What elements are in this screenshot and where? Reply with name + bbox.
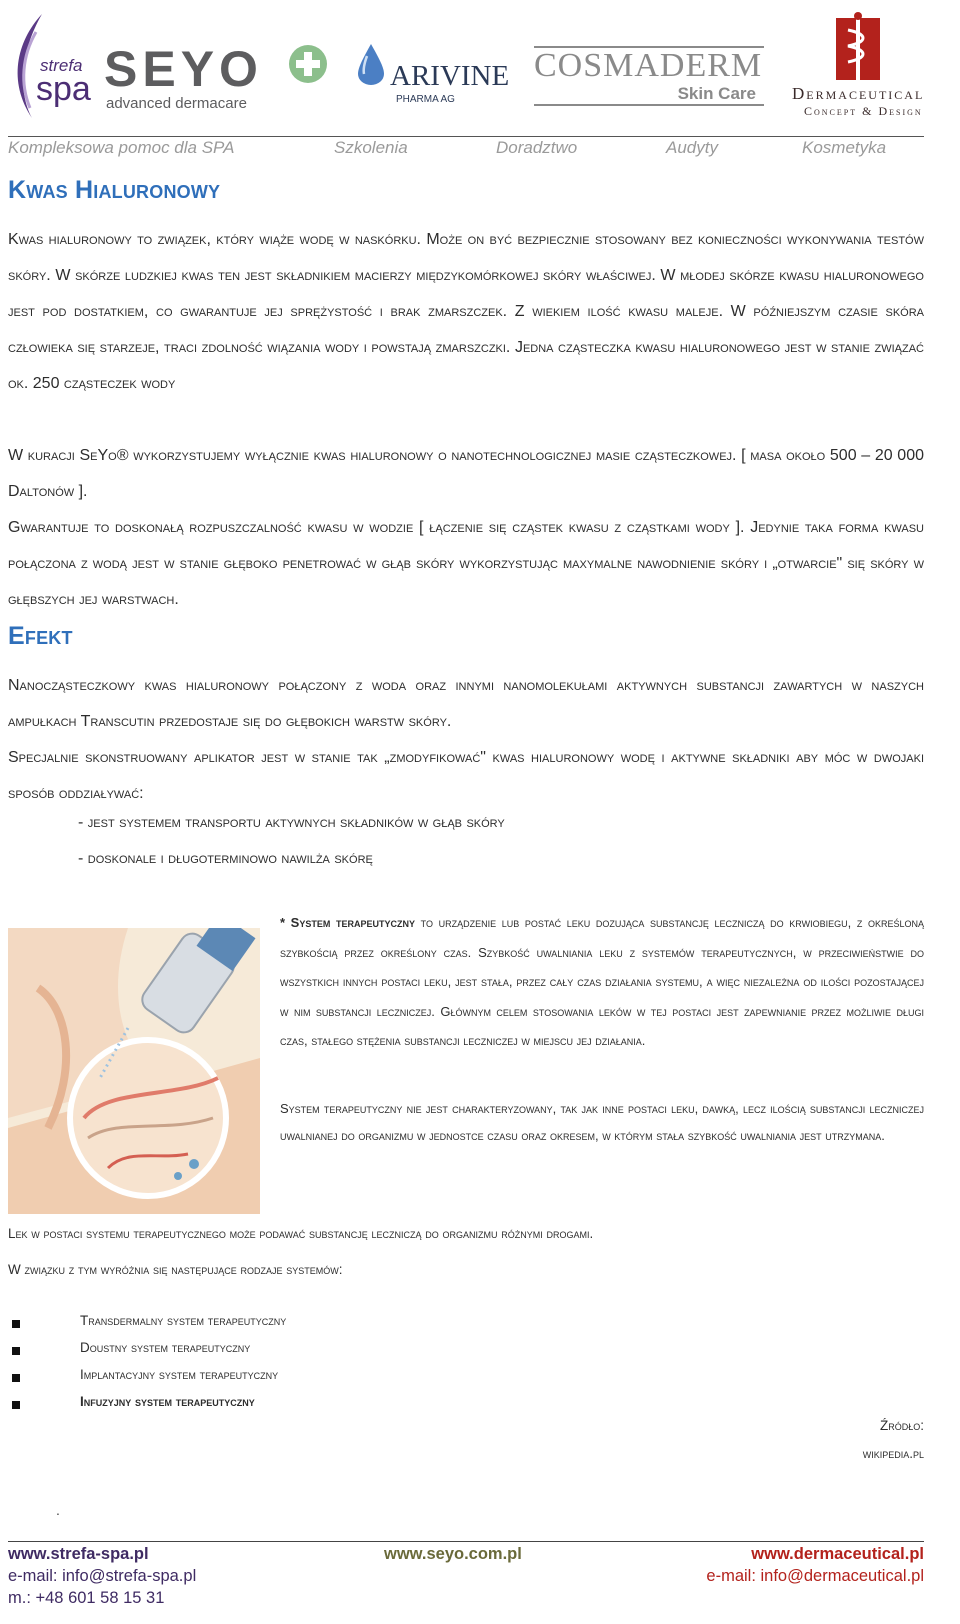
- dermaceutical-logo-name: Dermaceutical: [792, 84, 925, 103]
- cosmaderm-logo-name: COSMADERM: [534, 47, 763, 84]
- footer-seyo-website[interactable]: www.seyo.com.pl: [384, 1545, 522, 1563]
- footer-strefa-website[interactable]: www.strefa-spa.pl: [8, 1545, 149, 1563]
- strefa-spa-logo[interactable]: [6, 4, 92, 128]
- heading-hyaluronic-acid: Kwas Hialuronowy: [8, 176, 221, 204]
- skin-applicator-illustration: [8, 928, 260, 1214]
- effect-item-hydration: - doskonale i długoterminowo nawilża skórę: [78, 850, 373, 867]
- arivine-logo[interactable]: [356, 38, 516, 108]
- list-item-oral: Doustny system terapeutyczny: [80, 1340, 251, 1355]
- paragraph-solubility: Gwarantuje to doskonałą rozpuszczalność kwasu w wodzie [ łączenie się cząstek kwasu z cząstkami wody ]. Jedynie taka forma kwasu połączona z wodą jest w stanie głęboko penetrować w głąb skóry wykorzystując maxymalne nawodnienie skóry i „otwarcie" się skóry w głębszych jej warstwach.: [8, 519, 924, 608]
- nav-item-cosmetics[interactable]: Kosmetyka: [802, 138, 887, 157]
- list-item-implant: Implantacyjny system terapeutyczny: [80, 1367, 279, 1382]
- cosmaderm-bottom-rule: [534, 104, 764, 106]
- header-divider: [8, 136, 924, 137]
- arivine-logo-sub: PHARMA AG: [396, 94, 455, 105]
- dermaceutical-logo[interactable]: [790, 12, 940, 122]
- source-label: Źródło:: [879, 1418, 924, 1433]
- paragraph-system-types: W związku z tym wyróżnia się następujące rodzaje systemów:: [8, 1262, 343, 1277]
- footer-dermaceutical-email[interactable]: e-mail: info@dermaceutical.pl: [706, 1567, 924, 1585]
- sidebar-therapeutic-system: [280, 908, 924, 1056]
- caduceus-icon: [830, 12, 886, 82]
- nav-item-consulting[interactable]: Doradztwo: [496, 138, 578, 157]
- seyo-logo-name: SEYO: [104, 41, 263, 97]
- nav-item-spa-help[interactable]: Kompleksowa pomoc dla SPA: [8, 138, 235, 157]
- logo-bar: [0, 0, 960, 130]
- strefa-logo-line2: spa: [36, 70, 91, 108]
- bullet-marker: [12, 1374, 20, 1382]
- water-drop-icon: [356, 42, 386, 86]
- strefa-logo-line1: strefa: [40, 56, 83, 75]
- cosmaderm-logo[interactable]: [534, 46, 764, 106]
- cosmaderm-logo-sub: Skin Care: [677, 84, 756, 103]
- effect-item-transport: - jest systemem transportu aktywnych składników w głąb skóry: [78, 814, 505, 831]
- nav-item-audits[interactable]: Audyty: [666, 138, 718, 157]
- list-item-infusion: Infuzyjny system terapeutyczny: [80, 1394, 255, 1409]
- heading-effect: Efekt: [8, 622, 73, 650]
- bullet-marker: [12, 1347, 20, 1355]
- sidebar-definition: to urządzenie lub postać leku dozująca substancję leczniczą do krwiobiegu, z określoną szybkością przez określony czas. Szybkość uwalniania leku z systemów terapeutycznych, w przeciwieństwie do wszystkich innych postaci leku, jest stała, przez cały czas działania systemu, a więc niezależna od ilości pozostającej w nim substancji leczniczej. Głównym celem stosowania leków w tej postaci jest zapewnianie przez możliwie długi czas, stałego stężenia substancji leczniczej w miejscu jej działania.: [280, 915, 924, 1048]
- paragraph-hyaluronic-intro: Kwas hialuronowy to związek, który wiąże wodę w naskórku. Może on być bezpiecznie stosowany bez konieczności wykonywania testów skóry. W skórze ludzkiej kwas ten jest składnikiem macierzy międzykomórkowej skóry właściwej. W młodej skórze kwasu hialuronowego jest pod dostatkiem, co gwarantuje jej sprężystość i brak zmarszczek. Z wiekiem ilość kwasu maleje. W późniejszym czasie skóra człowieka się starzeje, traci zdolność wiązania wody i powstają zmarszczki. Jedna cząsteczka kwasu hialuronowego jest w stanie związać ok. 250 cząsteczek wody: [8, 231, 924, 392]
- stray-dot: .: [56, 1502, 60, 1518]
- footer-strefa-email[interactable]: e-mail: info@strefa-spa.pl: [8, 1567, 197, 1585]
- footer-phone: m.: +48 601 58 15 31: [8, 1589, 165, 1607]
- seyo-logo-tagline: advanced dermacare: [106, 95, 247, 112]
- dermaceutical-logo-sub: Concept & Design: [804, 104, 923, 118]
- sidebar-lead-term: * System terapeutyczny: [280, 915, 415, 930]
- footer-divider: [8, 1541, 924, 1542]
- green-cross-icon: [288, 44, 328, 84]
- paragraph-applicator: Specjalnie skonstruowany aplikator jest w stanie tak „zmodyfikować" kwas hialuronowy wodę i aktywne składniki aby móc w dwojaki sposób oddziaływać:: [8, 749, 924, 802]
- paragraph-nanoparticle: Nanocząsteczkowy kwas hialuronowy połączony z woda oraz innymi nanomolekułami aktywnych substancji zawartych w naszych ampułkach Transcutin przedostaje się do głębokich warstw skóry.: [8, 677, 924, 730]
- source-link[interactable]: wikipedia.pl: [862, 1446, 924, 1461]
- bullet-marker: [12, 1401, 20, 1409]
- footer-dermaceutical-website[interactable]: www.dermaceutical.pl: [751, 1545, 924, 1563]
- sidebar-paragraph-dosage: System terapeutyczny nie jest charakteryzowany, tak jak inne postaci leku, dawką, lecz ilością substancji leczniczej uwalnianej do organizmu w jednostce czasu oraz okresem, w którym stała szybkość uwalniania jest utrzymana.: [280, 1101, 924, 1143]
- paragraph-administration-routes: Lek w postaci systemu terapeutycznego może podawać substancję leczniczą do organizmu różnymi drogami.: [8, 1226, 594, 1241]
- arivine-logo-name: ARIVINE: [390, 60, 510, 92]
- nav-item-training[interactable]: Szkolenia: [334, 138, 408, 157]
- paragraph-seyo-treatment: W kuracji SeYo® wykorzystujemy wyłącznie kwas hialuronowy o nanotechnologicznej masie cząsteczkowej. [ masa około 500 – 20 000 Daltonów ].: [8, 447, 924, 500]
- list-item-transdermal: Transdermalny system terapeutyczny: [80, 1313, 287, 1328]
- bullet-marker: [12, 1320, 20, 1328]
